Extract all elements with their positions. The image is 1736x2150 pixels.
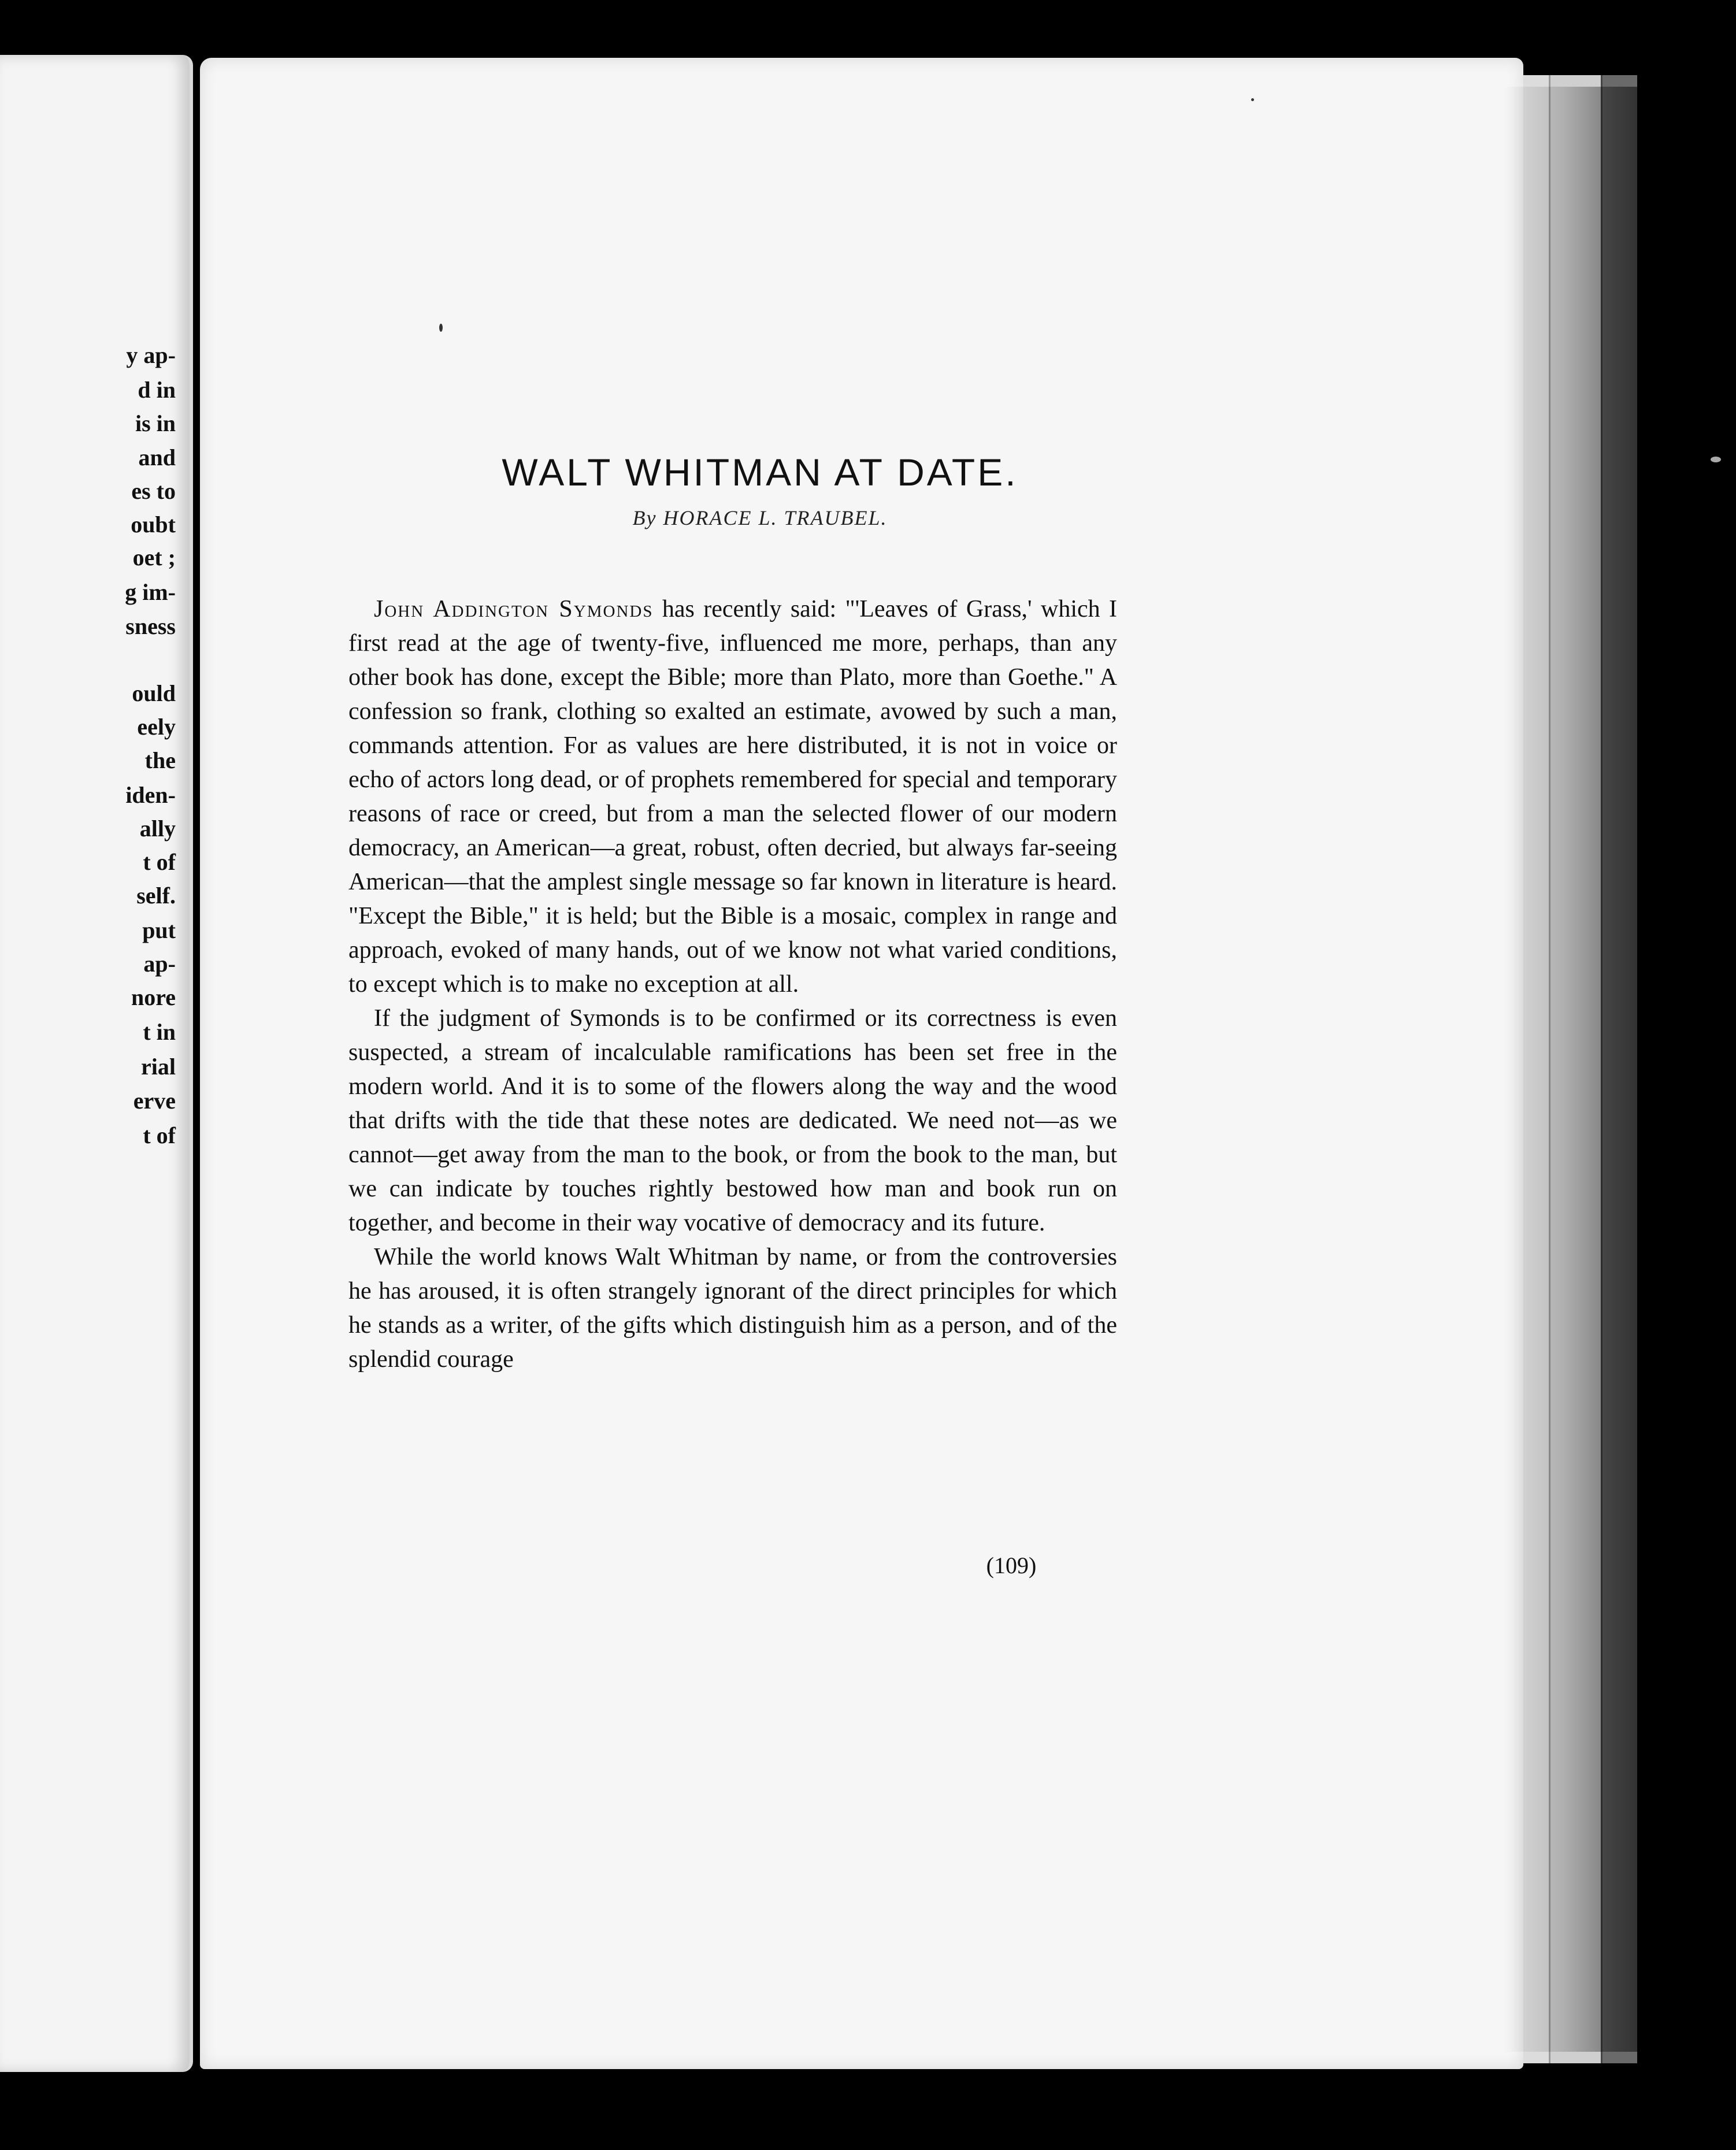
facing-page-line: is in — [135, 410, 176, 436]
facing-page-line: sness — [125, 613, 176, 639]
facing-page-line: g im- — [125, 579, 176, 605]
facing-page-line: y ap- — [126, 342, 176, 368]
facing-page-line: eely — [137, 714, 176, 740]
facing-page-line: ap- — [143, 951, 176, 977]
paragraph-1 — [348, 592, 1117, 1002]
article-body — [348, 592, 1117, 1377]
speck — [439, 324, 443, 332]
facing-page-line: rial — [141, 1054, 176, 1080]
facing-page-line: oet ; — [132, 544, 176, 570]
paragraph-2: If the judgment of Symonds is to be confirmed or its correctness is even suspected, a stream of incalculable ramifications has been set free in the modern world. And it is to some of the flowers along the way and the wood that drifts with the tide that these notes are dedicated. We need not—as we cannot—get away from the man to the book, or from the book to the man, but we can indicate by touches rightly bestowed how man and book run on together, and become in their way vocative of democracy and its future. — [348, 1005, 1117, 1236]
book-cover-edge — [1601, 75, 1637, 2063]
facing-page-line: the — [144, 747, 176, 773]
speck — [1711, 457, 1721, 462]
speck — [1251, 98, 1254, 101]
facing-page — [0, 55, 193, 2072]
facing-page-line: es to — [131, 478, 176, 504]
facing-page-line: t of — [143, 1122, 176, 1148]
facing-page-line: erve — [133, 1088, 176, 1114]
facing-page-line: self. — [136, 883, 176, 909]
paragraph-3: While the world knows Walt Whitman by name, or from the controversies he has aroused, it is often strangely ignorant of the direct principles for which he stands as a writer, of the gifts which distinguish him as a person, and of the splendid courage — [348, 1244, 1117, 1373]
page-edge — [1549, 75, 1603, 2063]
page-number: (109) — [986, 1552, 1037, 1578]
facing-page-line: ally — [139, 815, 176, 842]
facing-page-line: nore — [131, 984, 176, 1010]
article-title: WALT WHITMAN AT DATE. — [502, 451, 1018, 494]
author-name: John Addington Symonds — [374, 596, 654, 622]
facing-page-line: oubt — [131, 511, 176, 538]
facing-page-line: d in — [138, 377, 176, 403]
facing-page-line: put — [142, 917, 176, 943]
facing-page-line: t in — [143, 1019, 176, 1045]
article-byline: By HORACE L. TRAUBEL. — [632, 506, 888, 529]
paragraph-1-text: has recently said: "'Leaves of Grass,' which I first read at the age of twenty-five, influenced me more, perhaps, than any other book has done, except the Bible; more than Plato, more than Goethe." A confession so frank, clothing so exalted an estimate, avowed by such a man, commands attention. For as values are here distributed, it is not in voice or echo of actors long dead, or of prophets remembered for special and temporary reasons of race or creed, but from a man the selected flower of our modern democracy, an American—a great, robust, often decried, but always far-seeing American—that the amplest single message so far known in literature is heard. "Except the Bible," it is held; but the Bible is a mosaic, complex in range and approach, evoked of many hands, out of we know not what varied conditions, to except which is to make no exception at all. — [348, 596, 1117, 998]
facing-page-line: t of — [143, 849, 176, 875]
facing-page-line: ould — [132, 680, 176, 706]
facing-page-line: and — [138, 444, 176, 470]
facing-page-line: iden- — [125, 782, 176, 808]
